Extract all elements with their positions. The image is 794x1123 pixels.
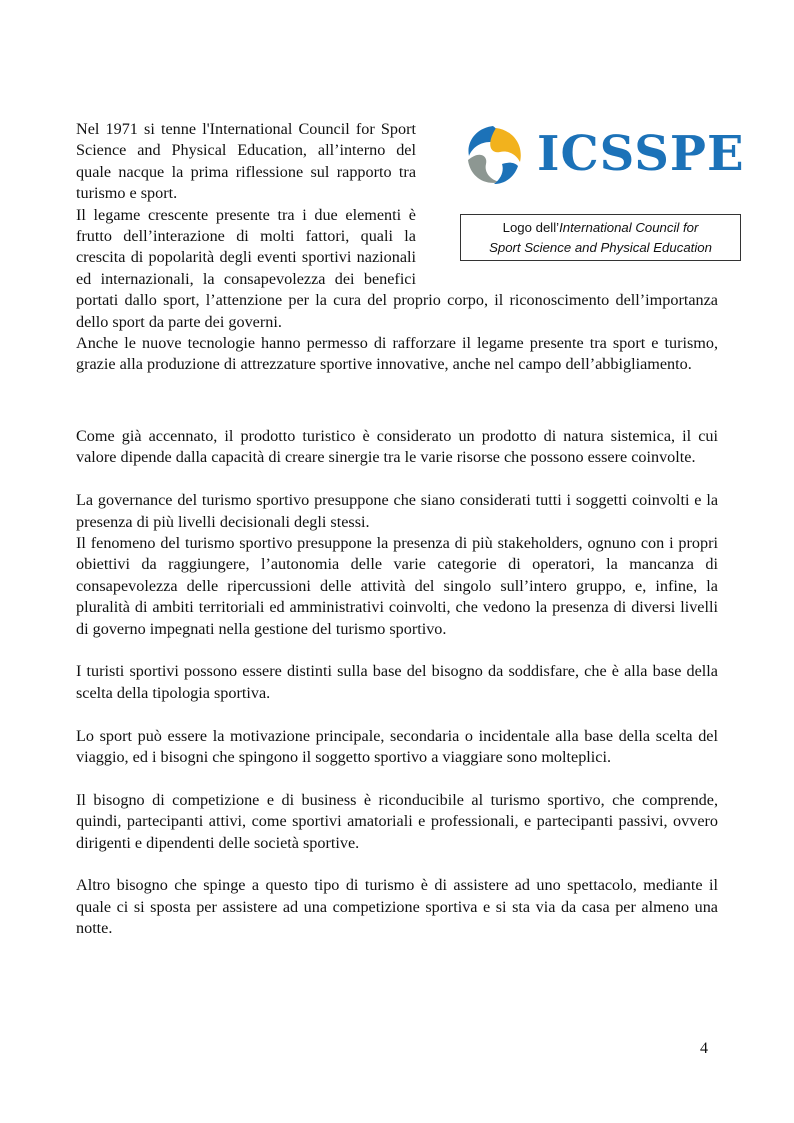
body-paragraph-3: Il fenomeno del turismo sportivo presuppone la presenza di più stakeholders, ognuno con i propri obiettivi da raggiungere, l’autonomia delle varie categorie di operatori, la mancanza di consapevolezza delle ripercussioni delle attività del singolo sull’intero gruppo, e, infine, la pluralità di ambiti territoriali ed amministrativi coinvolti, che vedono la presenza di diversi livelli di governo impegnati nella gestione del turismo sportivo. bbox=[76, 534, 718, 638]
logo-wordmark: ICSSPE bbox=[537, 126, 745, 182]
caption-italic-1: International Council for bbox=[559, 220, 699, 235]
body-paragraph-4: I turisti sportivi possono essere distinti sulla base del bisogno da soddisfare, che è alla base della scelta della tipologia sportiva. bbox=[76, 662, 718, 702]
intro-paragraph-1: Nel 1971 si tenne l'International Council for Sport Science and Physical Education, all’interno del quale nacque la prima riflessione sul rapporto tra turismo e sport. bbox=[76, 120, 416, 203]
logo-float-space bbox=[426, 119, 718, 279]
body-section bbox=[76, 426, 718, 940]
body-paragraph-7: Altro bisogno che spinge a questo tipo di turismo è di assistere ad uno spettacolo, mediante il quale ci si sposta per assistere ad una competizione sportiva e si sta via da casa per almeno una notte. bbox=[76, 876, 718, 938]
body-paragraph-5: Lo sport può essere la motivazione principale, secondaria o incidentale alla base della scelta del viaggio, ed i bisogni che spingono il soggetto sportivo a viaggiare sono molteplici. bbox=[76, 726, 718, 767]
body-paragraph-2: La governance del turismo sportivo presuppone che siano considerati tutti i soggetti coinvolti e la presenza di più livelli decisionali degli stessi. bbox=[76, 491, 718, 531]
intro-paragraph-3: Anche le nuove tecnologie hanno permesso di rafforzare il legame presente tra sport e turismo, grazie alla produzione di attrezzature sportive innovative, anche nel campo dell’abbigliamento. bbox=[76, 334, 718, 374]
body-paragraph-1: Come già accennato, il prodotto turistico è considerato un prodotto di natura sistemica, il cui valore dipende dalla capacità di creare sinergie tra le varie risorse che possono essere coinvolte. bbox=[76, 427, 718, 467]
body-paragraph-6: Il bisogno di competizione e di business è riconducibile al turismo sportivo, che comprende, quindi, partecipanti attivi, come sportivi amatoriali e professionali, e partecipanti passivi, ovvero dirigenti e dipendenti delle società sportive. bbox=[76, 790, 718, 852]
caption-italic-2: Sport Science and Physical Education bbox=[489, 240, 712, 255]
intro-section bbox=[76, 119, 718, 376]
intro-paragraph-2: Il legame crescente presente tra i due elementi è frutto dell’interazione di molti fattori, quali la crescita di popolarità degli eventi sportivi nazionali ed internazionali, la consapevolezza dei benefici portati dallo sport, l’attenzione per la cura del proprio corpo, il riconoscimento dell’importanza dello sport da parte dei governi. bbox=[76, 205, 718, 331]
page-number: 4 bbox=[700, 1040, 708, 1057]
caption-prefix: Logo dell’ bbox=[502, 220, 560, 235]
